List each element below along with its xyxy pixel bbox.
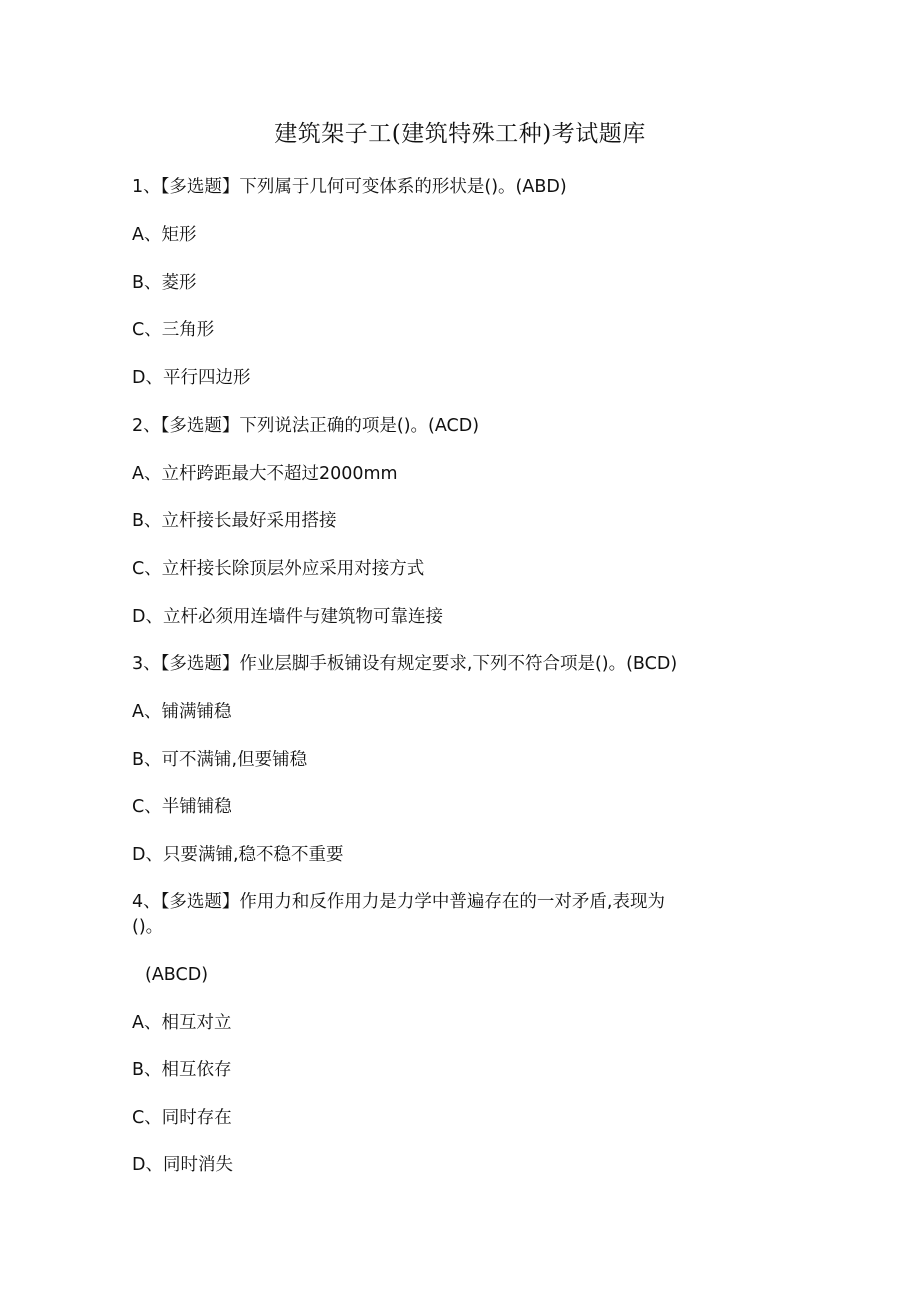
question-4-option-b: B、相互依存 xyxy=(132,1060,232,1080)
question-3-option-c: C、半铺铺稳 xyxy=(132,797,232,817)
question-4-option-a: A、相互对立 xyxy=(132,1013,232,1033)
question-4-option-d: D、同时消失 xyxy=(132,1155,233,1175)
question-4-stem-line-1: 4、【多选题】作用力和反作用力是力学中普遍存在的一对矛盾,表现为 xyxy=(132,892,665,912)
question-4-option-c: C、同时存在 xyxy=(132,1108,232,1128)
question-1-option-c: C、三角形 xyxy=(132,320,215,340)
question-3-option-d: D、只要满铺,稳不稳不重要 xyxy=(132,845,344,865)
question-4-answer: (ABCD) xyxy=(145,965,209,985)
question-1-stem: 1、【多选题】下列属于几何可变体系的形状是()。(ABD) xyxy=(132,177,567,197)
question-3-stem: 3、【多选题】作业层脚手板铺设有规定要求,下列不符合项是()。(BCD) xyxy=(132,654,678,674)
question-2-option-b: B、立杆接长最好采用搭接 xyxy=(132,511,337,531)
question-4-stem-line-2: ()。 xyxy=(132,917,164,937)
question-3-option-b: B、可不满铺,但要铺稳 xyxy=(132,750,308,770)
question-3-option-a: A、铺满铺稳 xyxy=(132,702,232,722)
question-2-option-d: D、立杆必须用连墙件与建筑物可靠连接 xyxy=(132,607,443,627)
question-1-option-d: D、平行四边形 xyxy=(132,368,251,388)
question-2-option-a: A、立杆跨距最大不超过2000mm xyxy=(132,464,398,484)
question-2-option-c: C、立杆接长除顶层外应采用对接方式 xyxy=(132,559,425,579)
question-1-option-a: A、矩形 xyxy=(132,225,197,245)
document-title: 建筑架子工(建筑特殊工种)考试题库 xyxy=(274,121,646,147)
question-1-option-b: B、菱形 xyxy=(132,273,197,293)
question-2-stem: 2、【多选题】下列说法正确的项是()。(ACD) xyxy=(132,416,480,436)
